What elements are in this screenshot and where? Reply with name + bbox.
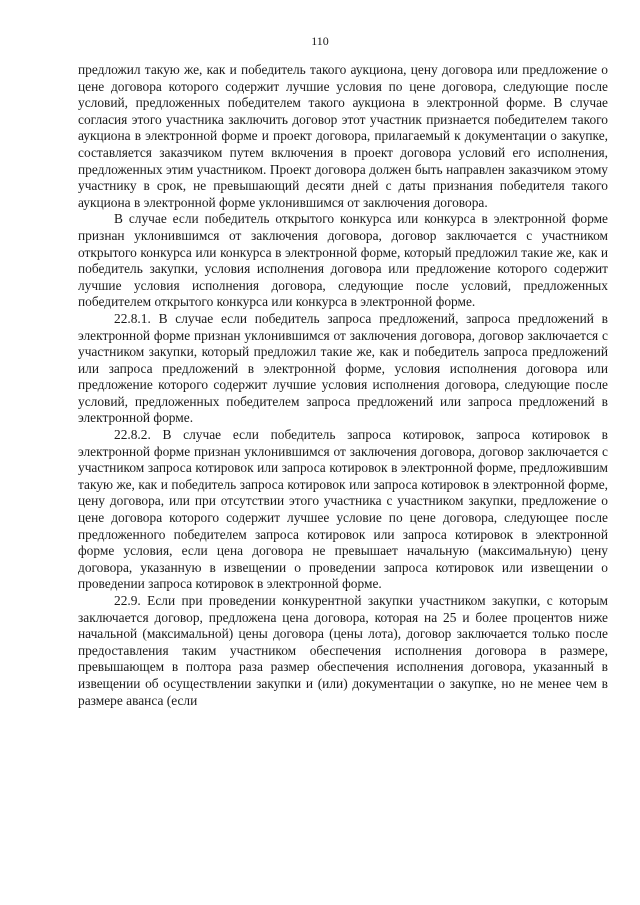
document-body xyxy=(78,62,608,709)
paragraph-continuation: предложил такую же, как и победитель такого аукциона, цену договора или предложение о цене договора которого содержит лучшие условия по цене договора, следующие после условий, предложенных победителем такого аукциона в электронной форме. В случае согласия этого участника заключить договор этот участник признается победителем такого аукциона в электронной форме и проект договора, прилагаемый к документации о закупке, составляется заказчиком путем включения в проект договора условий его исполнения, предложенных этим участником. Проект договора должен быть направлен заказчиком этому участнику в срок, не превышающий десяти дней с даты признания победителя такого аукциона в электронной форме уклонившимся от заключения договора. xyxy=(78,62,608,210)
paragraph-22-8-1: 22.8.1. В случае если победитель запроса предложений, запроса предложений в электронной форме признан уклонившимся от заключения договора, договор заключается с участником закупки, который предложил такие же, как и победитель запроса предложений или запроса предложений в электронной форме, условия исполнения договора или предложение которого содержит лучшие условия исполнения договора, следующие после условий, предложенных победителем запроса предложений или запроса предложений в электронной форме. xyxy=(78,310,608,426)
paragraph-open-competition: В случае если победитель открытого конкурса или конкурса в электронной форме признан уклонившимся от заключения договора, договор заключается с участником открытого конкурса или конкурса в электронной форме, который предложил такие же, как и победитель закупки, условия исполнения договора или предложение которого содержит лучшие условия исполнения договора, следующие после условий, предложенных победителем открытого конкурса или конкурса в электронной форме. xyxy=(78,211,608,310)
page-number: 110 xyxy=(311,34,329,48)
paragraph-22-8-2: 22.8.2. В случае если победитель запроса котировок, запроса котировок в электронной форме признан уклонившимся от заключения договора, договор заключается с участником запроса котировок или запроса котировок в электронной форме, предложившим такую же, как и победитель запроса котировок или запроса котировок в электронной форме, цену договора, или при отсутствии этого участника с участником закупки, предложение о цене договора которого содержит лучшее условие по цене договора, следующее после предложенного победителем запроса котировок или запроса котировок в электронной форме условия, если цена договора не превышает начальную (максимальную) цену договора, указанную в извещении о проведении запроса котировок или извещении о проведении запроса котировок в электронной форме. xyxy=(78,427,608,592)
paragraph-22-9: 22.9. Если при проведении конкурентной закупки участником закупки, с которым заключается договор, предложена цена договора, которая на 25 и более процентов ниже начальной (максимальной) цены договора (цены лота), договор заключается только после предоставления таким участником обеспечения исполнения договора в размере, превышающем в полтора раза размер обеспечения исполнения договора, указанный в извещении об осуществлении закупки и (или) документации о закупке, но не менее чем в размере аванса (если xyxy=(78,593,608,708)
